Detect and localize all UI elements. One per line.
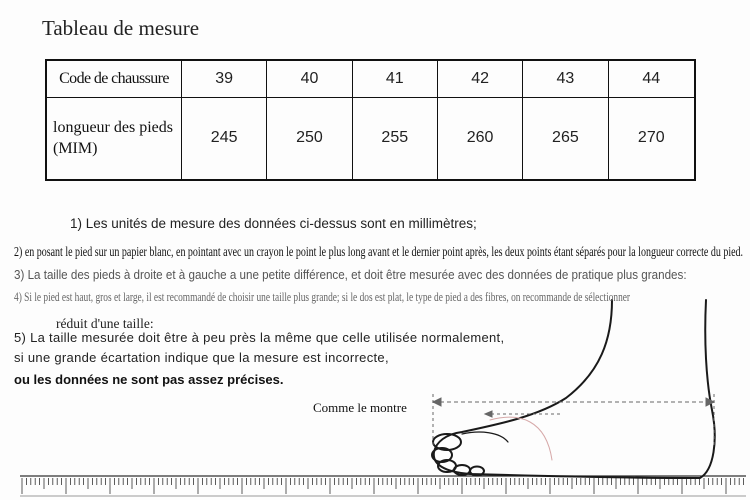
length-cell: 250 (267, 97, 352, 180)
length-cell: 260 (437, 97, 522, 180)
size-cell: 40 (267, 60, 352, 97)
length-cell: 255 (352, 97, 437, 180)
length-cell: 270 (608, 97, 695, 180)
foot-outline-icon (432, 300, 715, 478)
note-4: 4) Si le pied est haut, gros et large, il est recommandé de choisir une taille plus grande; si le dos est plat, le type de pied a des fibres, on recommande de sélectionner (14, 290, 631, 304)
note-1: 1) Les unités de mesure des données ci-dessus sont en millimètres; (70, 216, 477, 231)
note-4-continued: réduit d'une taille: (56, 316, 154, 331)
note-5-line-3: ou les données ne sont pas assez précises. (14, 372, 284, 387)
size-cell: 44 (608, 60, 695, 97)
page-title: Tableau de mesure (42, 16, 200, 40)
note-5-line-2: si une grande écartation indique que la mesure est incorrecte, (14, 350, 389, 365)
note-2: 2) en posant le pied sur un papier blanc, en pointant avec un crayon le point le plus long avant et le dernier point après, les deux points étant séparés pour la longueur correcte du pied. (14, 244, 744, 259)
shoe-size-header: Code de chaussure (46, 60, 182, 97)
length-cell: 265 (523, 97, 608, 180)
foot-length-header: longueur des pieds (MIM) (46, 97, 182, 180)
size-cell: 41 (352, 60, 437, 97)
length-cell: 245 (182, 97, 267, 180)
note-3: 3) La taille des pieds à droite et à gauche a une petite différence, et doit être mesurée avec des données de pratique plus grandes: (14, 268, 687, 282)
size-cell: 43 (523, 60, 608, 97)
note-5: 5) La taille mesurée doit être à peu près la même que celle utilisée normalement, (14, 330, 505, 345)
measurement-arrows-icon (433, 394, 714, 445)
illustration-caption: Comme le montre (313, 400, 407, 415)
size-cell: 39 (182, 60, 267, 97)
size-cell: 42 (437, 60, 522, 97)
ruler-icon (20, 476, 746, 496)
